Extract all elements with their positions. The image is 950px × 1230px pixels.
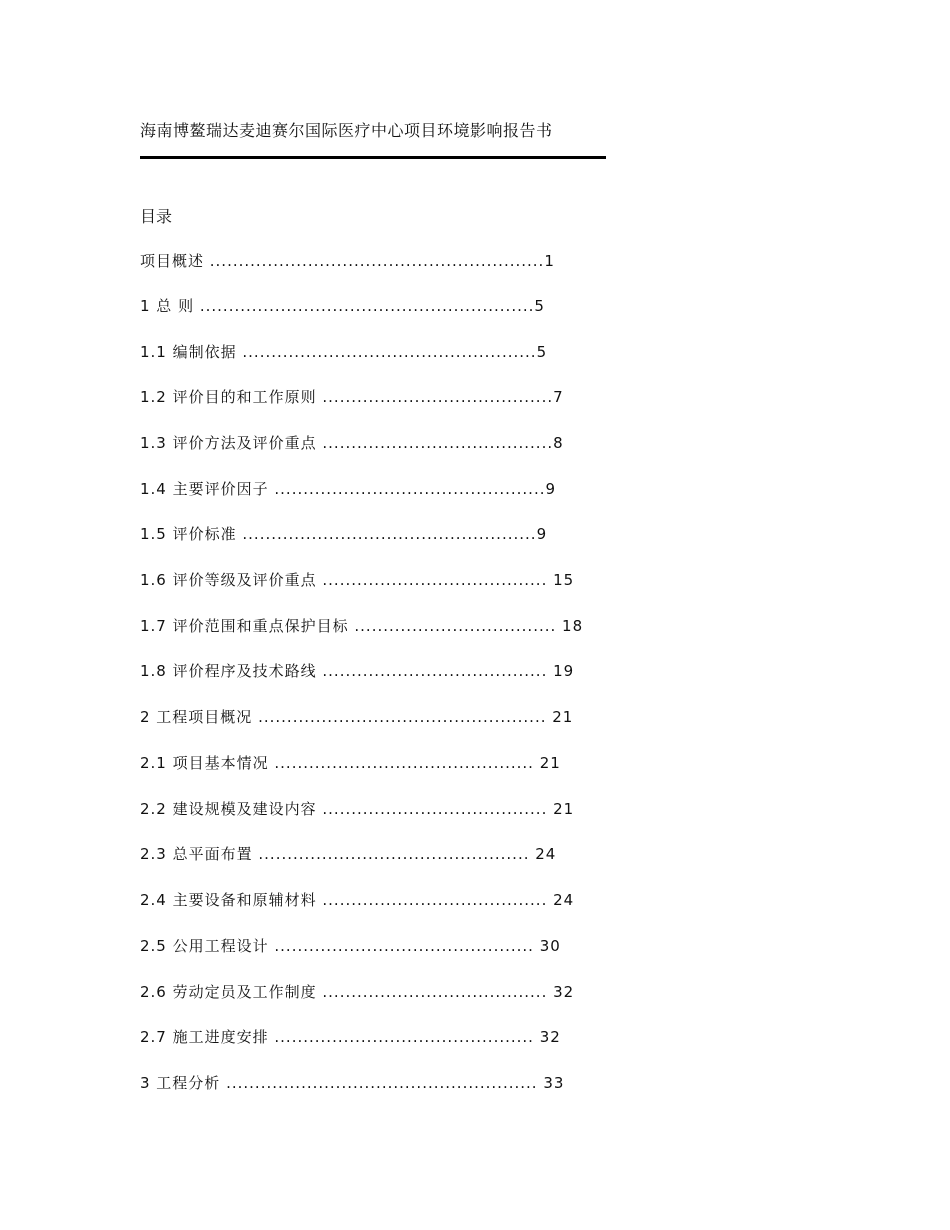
toc-entry[interactable]: 1.6 评价等级及评价重点 ....................................... 15 [140, 571, 575, 589]
header-divider [140, 156, 606, 159]
toc-entry[interactable]: 1.8 评价程序及技术路线 ....................................... 19 [140, 662, 575, 680]
toc-entry[interactable]: 2.4 主要设备和原辅材料 ....................................... 24 [140, 891, 575, 909]
toc-entry[interactable]: 1.4 主要评价因子 ...............................................9 [140, 480, 557, 498]
toc-entry[interactable]: 2.3 总平面布置 ............................................... 24 [140, 845, 557, 863]
toc-entry[interactable]: 项目概述 ..........................................................1 [140, 252, 555, 270]
toc-entry[interactable]: 1.5 评价标准 ...................................................9 [140, 525, 548, 543]
toc-entry[interactable]: 1 总 则 ..........................................................5 [140, 297, 545, 315]
toc-entry[interactable]: 2.7 施工进度安排 ............................................. 32 [140, 1028, 561, 1046]
toc-entry[interactable]: 3 工程分析 ...................................................... 33 [140, 1074, 565, 1092]
toc-entry[interactable]: 1.7 评价范围和重点保护目标 ................................... 18 [140, 617, 584, 635]
document-header-title: 海南博鳌瑞达麦迪赛尔国际医疗中心项目环境影响报告书 [140, 121, 553, 140]
toc-title: 目录 [140, 207, 173, 226]
toc-entry[interactable]: 1.3 评价方法及评价重点 ........................................8 [140, 434, 564, 452]
toc-entry[interactable]: 1.2 评价目的和工作原则 ........................................7 [140, 388, 564, 406]
toc-entry[interactable]: 2.1 项目基本情况 ............................................. 21 [140, 754, 561, 772]
toc-entry[interactable]: 2.6 劳动定员及工作制度 ....................................... 32 [140, 983, 575, 1001]
toc-entry[interactable]: 2 工程项目概况 .................................................. 21 [140, 708, 574, 726]
toc-entry[interactable]: 2.5 公用工程设计 ............................................. 30 [140, 937, 561, 955]
toc-entry[interactable]: 1.1 编制依据 ...................................................5 [140, 343, 548, 361]
toc-entry[interactable]: 2.2 建设规模及建设内容 ....................................... 21 [140, 800, 575, 818]
